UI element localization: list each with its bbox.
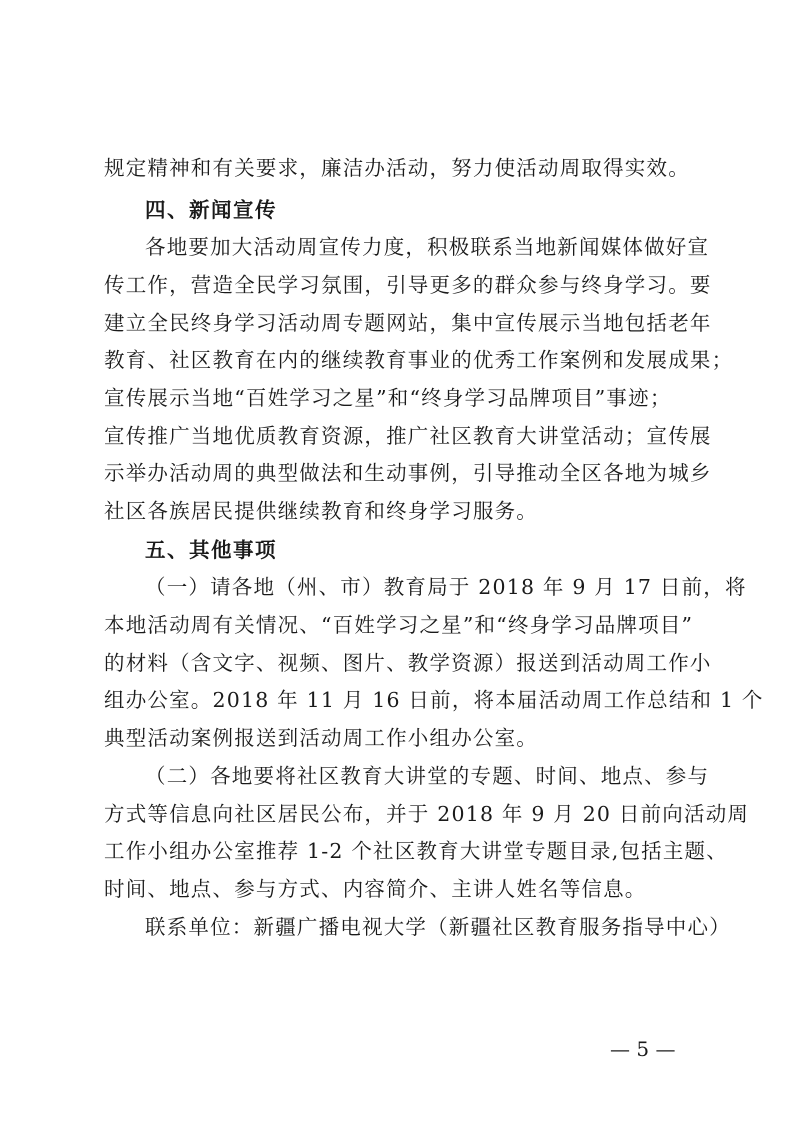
section-heading-other: 五、其他事项	[145, 538, 277, 562]
contact-line: 联系单位：新疆广播电视大学（新疆社区教育服务指导中心）	[145, 915, 731, 939]
paragraph-line: 建立全民终身学习活动周专题网站，集中宣传展示当地包括老年	[104, 311, 712, 335]
paragraph-line: 社区各族居民提供继续教育和终身学习服务。	[104, 499, 538, 523]
paragraph-line: （二）各地要将社区教育大讲堂的专题、时间、地点、参与	[145, 764, 710, 788]
paragraph-line: 示举办活动周的典型做法和生动事例，引导推动全区各地为城乡	[104, 461, 712, 485]
paragraph-line: 工作小组办公室推荐 1-2 个社区教育大讲堂专题目录,包括主题、	[104, 839, 728, 863]
paragraph-line: （一）请各地（州、市）教育局于 2018 年 9 月 17 日前，将	[145, 575, 747, 599]
paragraph-line: 的材料（含文字、视频、图片、教学资源）报送到活动周工作小	[104, 651, 712, 675]
paragraph-line: 典型活动案例报送到活动周工作小组办公室。	[104, 726, 538, 750]
paragraph-line: 本地活动周有关情况、“百姓学习之星”和“终身学习品牌项目”	[104, 613, 694, 637]
paragraph-line: 传工作，营造全民学习氛围，引导更多的群众参与终身学习。要	[104, 273, 712, 297]
paragraph-line: 组办公室。2018 年 11 月 16 日前，将本届活动周工作总结和 1 个	[104, 688, 764, 712]
section-heading-news: 四、新闻宣传	[145, 198, 277, 222]
page-number: — 5 —	[610, 1037, 676, 1061]
paragraph-line: 教育、社区教育在内的继续教育事业的优秀工作案例和发展成果；	[104, 348, 734, 372]
paragraph-line: 方式等信息向社区居民公布，并于 2018 年 9 月 20 日前向活动周	[104, 802, 750, 826]
paragraph-line: 规定精神和有关要求，廉洁办活动，努力使活动周取得实效。	[104, 156, 690, 180]
paragraph-line: 各地要加大活动周宣传力度，积极联系当地新闻媒体做好宣	[145, 235, 710, 259]
paragraph-line: 宣传展示当地“百姓学习之星”和“终身学习品牌项目”事迹；	[104, 386, 672, 410]
paragraph-line: 时间、地点、参与方式、内容简介、主讲人姓名等信息。	[104, 877, 647, 901]
paragraph-line: 宣传推广当地优质教育资源，推广社区教育大讲堂活动；宣传展	[104, 424, 712, 448]
